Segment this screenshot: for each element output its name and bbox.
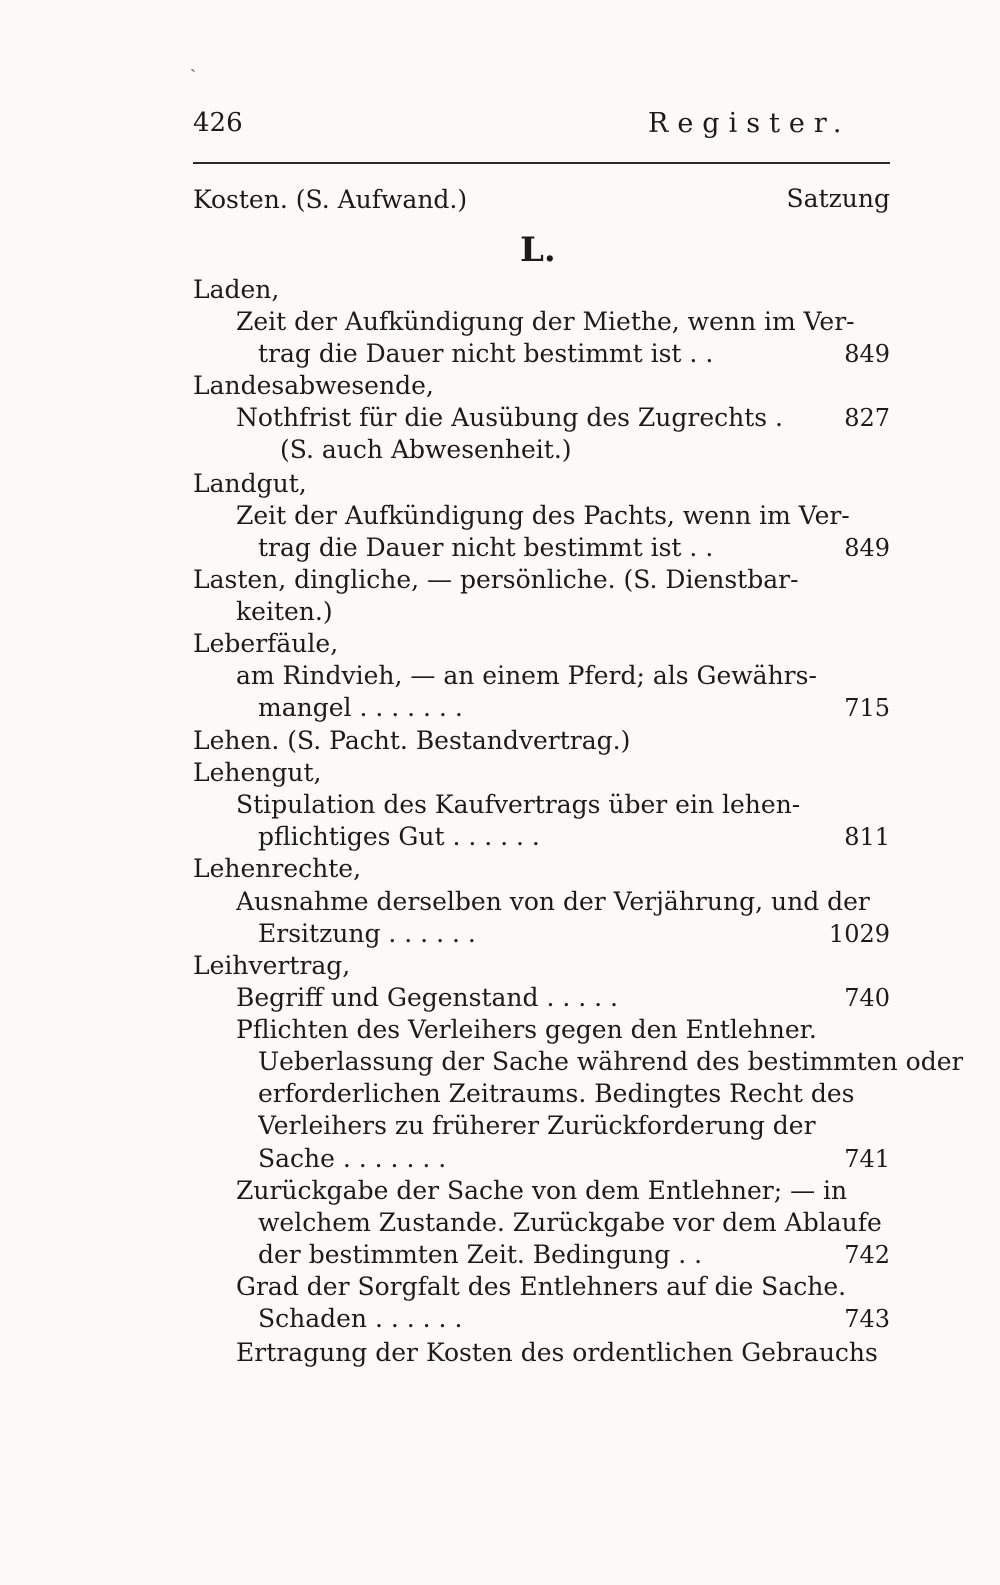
index-line: trag die Dauer nicht bestimmt ist . . bbox=[258, 533, 714, 562]
index-line: Pflichten des Verleihers gegen den Entlehner. bbox=[236, 1015, 817, 1044]
page-reference: 811 bbox=[844, 823, 890, 851]
index-line: Zeit der Aufkündigung des Pachts, wenn im Ver- bbox=[236, 501, 850, 530]
page-reference: 715 bbox=[844, 694, 890, 722]
page-reference: 742 bbox=[844, 1241, 890, 1269]
index-line: Leberfäule, bbox=[193, 629, 339, 658]
page-reference: 743 bbox=[844, 1305, 890, 1333]
page-number: 426 bbox=[193, 108, 243, 138]
index-line: pflichtiges Gut . . . . . . bbox=[258, 822, 540, 851]
top-line-right: Satzung bbox=[786, 184, 890, 213]
section-letter: L. bbox=[520, 230, 556, 270]
index-line: Landesabwesende, bbox=[193, 371, 434, 400]
index-line: Schaden . . . . . . bbox=[258, 1304, 463, 1333]
index-line: Ueberlassung der Sache während des bestimmten oder bbox=[258, 1047, 964, 1076]
index-line: Leihvertrag, bbox=[193, 951, 351, 980]
index-line: Ertragung der Kosten des ordentlichen Gebrauchs bbox=[236, 1338, 878, 1367]
index-line: der bestimmten Zeit. Bedingung . . bbox=[258, 1240, 703, 1269]
index-line: Nothfrist für die Ausübung des Zugrechts . bbox=[236, 403, 783, 432]
stray-mark: ˏ bbox=[190, 52, 196, 73]
page-reference: 849 bbox=[844, 534, 890, 562]
index-line: Ausnahme derselben von der Verjährung, und der bbox=[236, 887, 870, 916]
index-line: Lehenrechte, bbox=[193, 854, 362, 883]
page-header bbox=[193, 108, 890, 148]
page-reference: 741 bbox=[844, 1145, 890, 1173]
index-line: Lehen. (S. Pacht. Bestandvertrag.) bbox=[193, 726, 631, 755]
page-reference: 740 bbox=[844, 984, 890, 1012]
index-line: welchem Zustande. Zurückgabe vor dem Ablaufe bbox=[258, 1208, 882, 1237]
index-line: Landgut, bbox=[193, 469, 307, 498]
index-line: Zeit der Aufkündigung der Miethe, wenn im Ver- bbox=[236, 307, 855, 336]
index-line: (S. auch Abwesenheit.) bbox=[280, 435, 572, 464]
page-reference: 827 bbox=[844, 404, 890, 432]
index-line: am Rindvieh, — an einem Pferd; als Gewährs- bbox=[236, 661, 817, 690]
index-line: Lasten, dingliche, — persönliche. (S. Dienstbar- bbox=[193, 565, 799, 594]
index-line: Verleihers zu früherer Zurückforderung der bbox=[258, 1111, 816, 1140]
index-line: Zurückgabe der Sache von dem Entlehner; — in bbox=[236, 1176, 848, 1205]
index-line: keiten.) bbox=[236, 597, 333, 626]
page-reference: 1029 bbox=[828, 920, 890, 948]
index-line: mangel . . . . . . . bbox=[258, 693, 463, 722]
index-line: erforderlichen Zeitraums. Bedingtes Recht des bbox=[258, 1079, 855, 1108]
index-line: Begriff und Gegenstand . . . . . bbox=[236, 983, 618, 1012]
index-line: Ersitzung . . . . . . bbox=[258, 919, 476, 948]
header-rule bbox=[193, 162, 890, 164]
running-title: Register. bbox=[648, 108, 851, 139]
index-line: Grad der Sorgfalt des Entlehners auf die Sache. bbox=[236, 1272, 847, 1301]
page-reference: 849 bbox=[844, 340, 890, 368]
index-line: Lehengut, bbox=[193, 758, 322, 787]
index-line: Laden, bbox=[193, 275, 280, 304]
index-line: Stipulation des Kaufvertrags über ein lehen- bbox=[236, 790, 801, 819]
index-line: trag die Dauer nicht bestimmt ist . . bbox=[258, 339, 714, 368]
index-line: Sache . . . . . . . bbox=[258, 1144, 447, 1173]
top-line-text: Kosten. (S. Aufwand.) bbox=[193, 185, 468, 214]
